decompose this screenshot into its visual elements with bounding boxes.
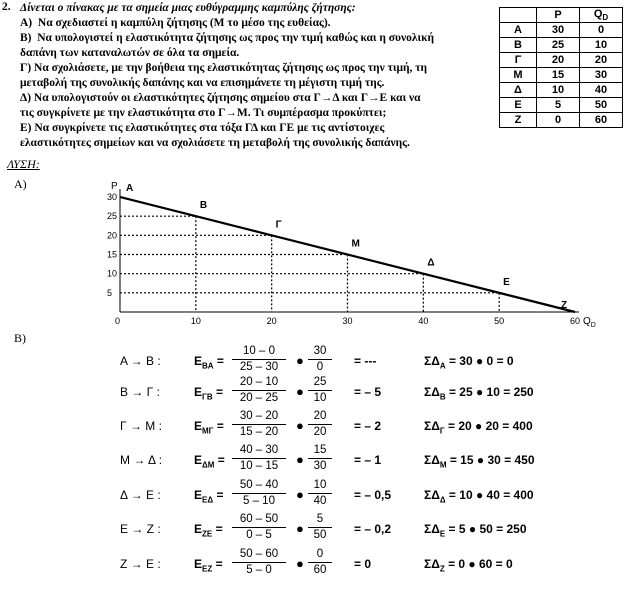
total-spending: $\Sigma\Delta_E = 5$ ● 50 = 250 (424, 522, 527, 539)
price-quantity-fraction: $\frac{5}{50}$ (308, 513, 332, 542)
header-q: $Q_D$ (580, 8, 623, 23)
elasticity-symbol: $E_{E\Delta}$ = (194, 488, 224, 505)
quantity-change-fraction: $\frac{30 - 20}{15 - 20}$ (232, 410, 286, 439)
row-p: 10 (537, 83, 580, 98)
quantity-change-fraction: $\frac{50 - 40}{5 - 10}$ (232, 479, 286, 508)
statement-line-0: Δίνεται ο πίνακας με τα σημεία μιας ευθύγραμμης καμπύλης ζήτησης: (20, 2, 356, 14)
row-p: 20 (537, 53, 580, 68)
arc-label: Ε → Ζ : (120, 522, 161, 536)
elasticity-result: = – 2 (354, 419, 382, 433)
point-label: Ε (503, 276, 510, 288)
calc-row (0, 479, 640, 509)
quantity-change-fraction: $\frac{20 - 10}{20 - 25}$ (232, 376, 286, 405)
elasticity-result: = – 0,5 (354, 488, 392, 502)
elasticity-symbol: $E_{BA}$ = (194, 354, 224, 371)
price-quantity-fraction: $\frac{20}{20}$ (308, 410, 332, 439)
point-label: Μ (351, 238, 360, 250)
arc-label: Δ → Ε : (120, 488, 161, 502)
row-label: Β (500, 38, 537, 53)
price-quantity-fraction: $\frac{30}{0}$ (308, 345, 332, 374)
x-tick-label: 60 (570, 316, 581, 326)
elasticity-symbol: $E_{M\Gamma}$ = (194, 419, 224, 436)
statement-line-7: τις συγκρίνετε με την ελαστικότητα στο Γ→Μ. Τι συμπέρασμα προκύπτει; (20, 107, 387, 119)
price-quantity-fraction: $\frac{15}{30}$ (308, 444, 332, 473)
statement-line-6: Δ) Να υπολογιστούν οι ελαστικότητες ζήτησης σημείου στα Γ→Δ και Γ→Ε και να (20, 92, 421, 104)
elasticity-symbol: $E_{EZ}$ = (194, 557, 223, 574)
x-tick-label: 0 (115, 316, 121, 326)
elasticity-result: = --- (354, 354, 377, 368)
statement-line-2: Β) Να υπολογιστεί η ελαστικότητα ζήτησης ως προς την τιμή καθώς και η συνολική (20, 32, 435, 44)
statement-line-5: μεταβολή της συνολικής δαπάνης και να επισημάνετε τη μέγιστη τιμή της. (20, 77, 385, 89)
total-spending: $\Sigma\Delta_\Gamma = 20$ ● 20 = 400 (424, 419, 533, 436)
row-q: 10 (580, 38, 623, 53)
section-b-label: Β) (14, 331, 26, 345)
total-spending: $\Sigma\Delta_\Delta = 10$ ● 40 = 400 (424, 488, 534, 505)
statement-line-8: Ε) Να συγκρίνετε τις ελαστικότητες στα τόξα ΓΔ και ΓΕ με τις αντίστοιχες (20, 122, 385, 134)
elasticity-result: = – 0,2 (354, 522, 392, 536)
x-tick-label: 40 (418, 316, 429, 326)
calc-row (0, 410, 640, 440)
exercise-number: 2. (2, 1, 11, 13)
y-tick-label: 10 (107, 268, 118, 279)
y-tick-label: 30 (107, 192, 118, 202)
total-spending: $\Sigma\Delta_B = 25$ ● 10 = 250 (424, 385, 534, 402)
row-label: Α (500, 23, 537, 38)
calc-row (0, 444, 640, 474)
total-spending: $\Sigma\Delta_M = 15$ ● 30 = 450 (424, 453, 535, 470)
total-spending: $\Sigma\Delta_Z = 0$ ● 60 = 0 (424, 557, 513, 574)
quantity-change-fraction: $\frac{40 - 30}{10 - 15}$ (232, 444, 286, 473)
multiply-bullet: ● (296, 452, 304, 467)
multiply-bullet: ● (296, 556, 304, 571)
row-q: 20 (580, 53, 623, 68)
row-label: Δ (500, 83, 537, 98)
row-q: 40 (580, 83, 623, 98)
row-q: 0 (580, 23, 623, 38)
x-tick-label: 10 (190, 316, 201, 326)
solution-heading: ΛΥΣΗ: (7, 157, 40, 171)
y-axis-label: P (111, 181, 118, 192)
calc-row (0, 513, 640, 543)
elasticity-result: = 0 (354, 557, 372, 571)
quantity-change-fraction: $\frac{50 - 60}{5 - 0}$ (232, 548, 286, 577)
row-p: 15 (537, 68, 580, 83)
point-label: Α (126, 183, 134, 194)
statement-line-4: Γ) Να σχολιάσετε, με την βοήθεια της ελαστικότητας ζήτησης ως προς την τιμή, τη (20, 62, 428, 74)
arc-label: Β → Γ : (120, 385, 160, 399)
point-label: Β (199, 200, 208, 212)
quantity-change-fraction: $\frac{10 - 0}{25 - 30}$ (232, 345, 286, 374)
x-axis-label: $Q_D$ (583, 316, 596, 329)
multiply-bullet: ● (296, 418, 304, 433)
row-p: 5 (537, 98, 580, 113)
row-p: 25 (537, 38, 580, 53)
x-tick-label: 30 (342, 316, 353, 326)
elasticity-symbol: $E_{ZE}$ = (194, 522, 223, 539)
arc-label: Ζ → Ε : (120, 557, 161, 571)
row-p: 30 (537, 23, 580, 38)
calc-row (0, 548, 640, 578)
row-q: 60 (580, 113, 623, 128)
multiply-bullet: ● (296, 521, 304, 536)
point-label: Ζ (561, 300, 568, 311)
statement-line-1: Α) Να σχεδιαστεί η καμπύλη ζήτησης (Μ το μέσο της ευθείας). (20, 17, 331, 29)
row-label: Ζ (500, 113, 537, 128)
arc-label: Μ → Δ : (120, 453, 163, 467)
statement-line-9: ελαστικότητες σημείων και να σχολιάσετε τη μεταβολή της συνολικής δαπάνης. (20, 137, 410, 149)
multiply-bullet: ● (296, 353, 304, 368)
price-quantity-fraction: $\frac{10}{40}$ (308, 479, 332, 508)
y-tick-label: 25 (107, 211, 118, 222)
total-spending: $\Sigma\Delta_A = 30$ ● 0 = 0 (424, 354, 514, 371)
section-a-label: Α) (14, 177, 27, 191)
y-tick-label: 20 (107, 230, 118, 241)
elasticity-symbol: $E_{\Gamma B}$ = (194, 385, 223, 402)
x-tick-label: 20 (266, 316, 277, 326)
row-label: Γ (500, 53, 537, 68)
calc-row (0, 345, 640, 375)
x-tick-label: 50 (494, 316, 505, 326)
header-p: P (537, 8, 580, 23)
row-label: Μ (500, 68, 537, 83)
y-tick-label: 5 (107, 287, 113, 298)
multiply-bullet: ● (296, 487, 304, 502)
price-quantity-fraction: $\frac{0}{60}$ (308, 548, 332, 577)
y-tick-label: 15 (107, 249, 118, 260)
elasticity-symbol: $E_{\Delta M}$ = (194, 453, 225, 470)
row-q: 50 (580, 98, 623, 113)
elasticity-result: = – 5 (354, 385, 382, 399)
row-p: 0 (537, 113, 580, 128)
row-q: 30 (580, 68, 623, 83)
row-label: Ε (500, 98, 537, 113)
price-quantity-fraction: $\frac{25}{10}$ (308, 376, 332, 405)
point-label: Δ (427, 257, 435, 269)
calc-row (0, 376, 640, 406)
statement-line-3: δαπάνη των καταναλωτών σε όλα τα σημεία. (20, 47, 240, 59)
arc-label: Γ → Μ : (120, 419, 162, 433)
multiply-bullet: ● (296, 384, 304, 399)
point-label: Γ (275, 219, 282, 231)
quantity-change-fraction: $\frac{60 - 50}{0 - 5}$ (232, 513, 286, 542)
arc-label: Α → Β : (120, 354, 161, 368)
elasticity-result: = – 1 (354, 453, 382, 467)
